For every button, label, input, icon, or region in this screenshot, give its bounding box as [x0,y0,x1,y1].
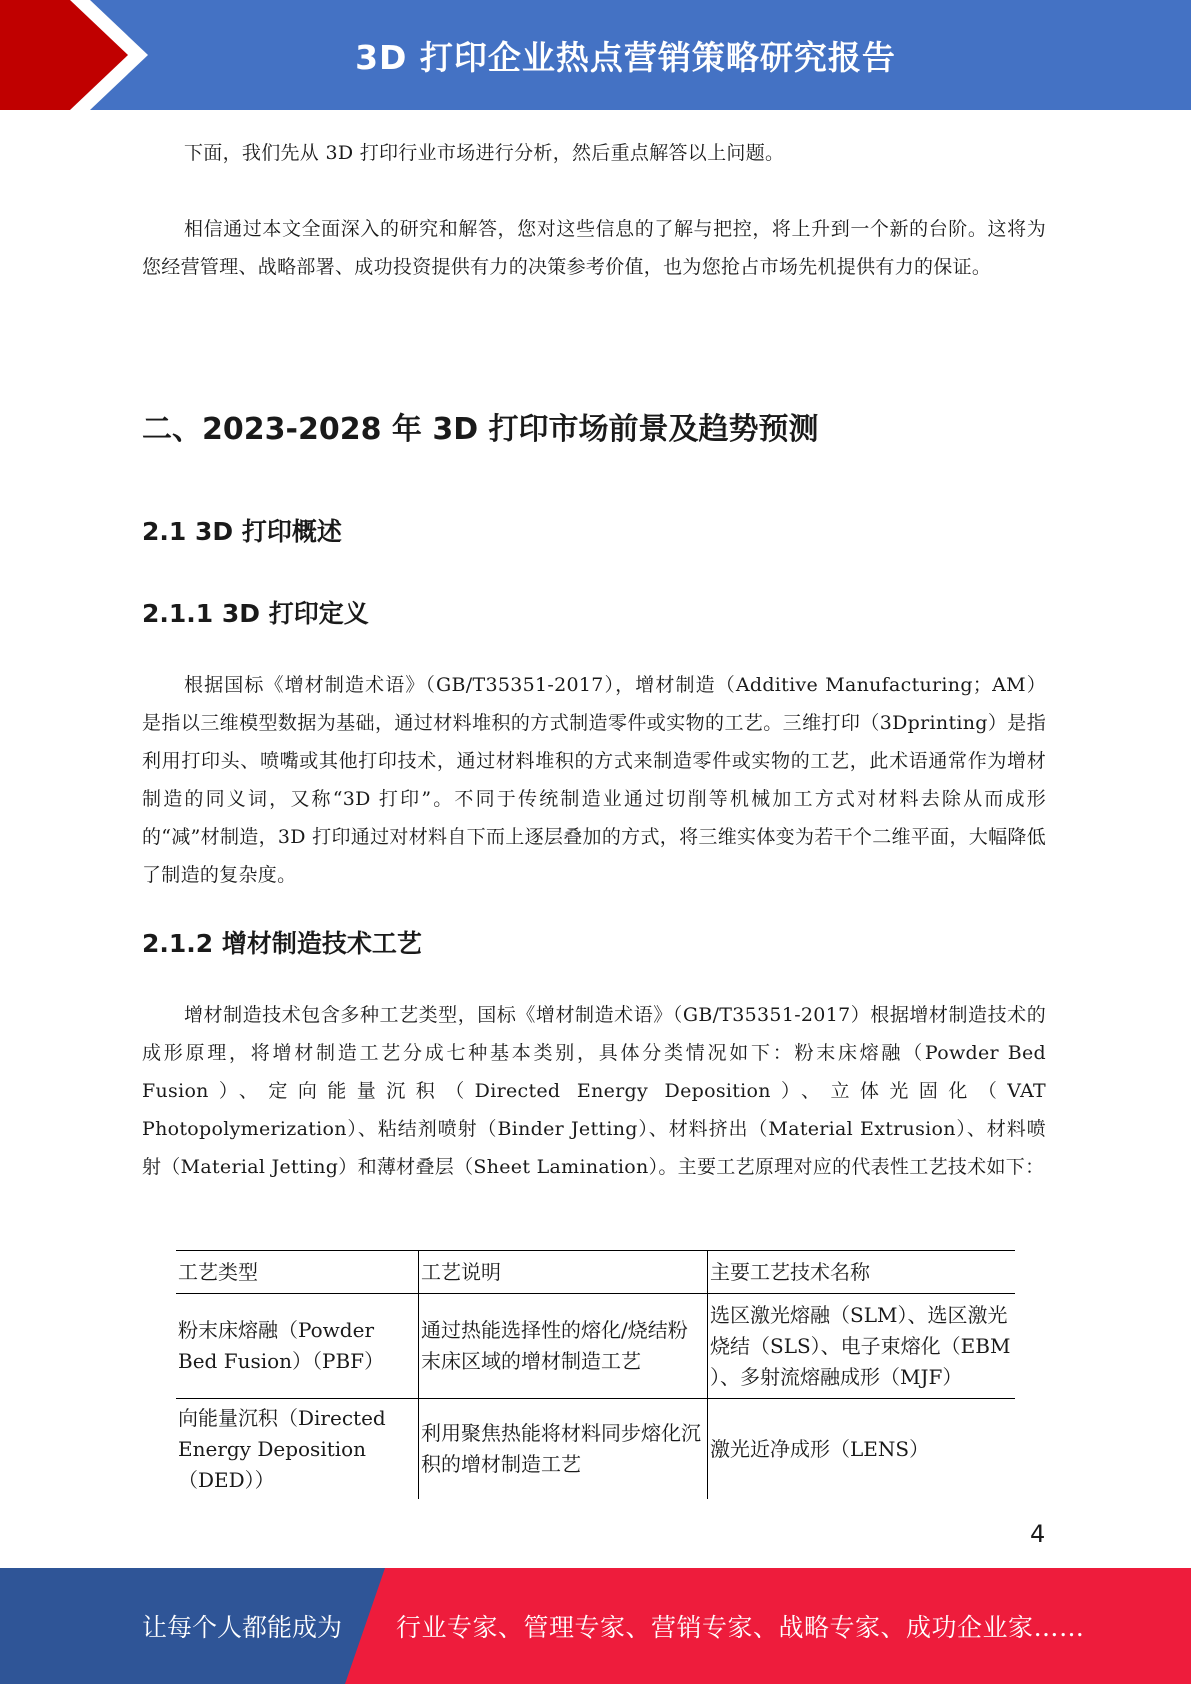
table-row [176,1294,1015,1399]
table-cell: 粉末床熔融（Powder Bed Fusion）（PBF） [176,1294,419,1399]
table-header-cell: 主要工艺技术名称 [708,1251,1016,1294]
table-header-row [176,1251,1015,1294]
table-cell: 向能量沉积（Directed Energy Deposition （DED）） [178,1405,386,1492]
table-row [176,1399,1015,1500]
section-2-1-1-title: 2.1.1 3D 打印定义 [142,599,369,628]
table-header-cell: 工艺说明 [419,1251,708,1294]
table-cell [708,1294,1016,1399]
process-table [176,1250,1015,1499]
section-2-1-title: 2.1 3D 打印概述 [142,517,342,546]
intro-paragraph-1: 下面，我们先从 3D 打印行业市场进行分析，然后重点解答以上问题。 [184,142,785,164]
definition-paragraph: 根据国标《增材制造术语》（GB/T35351-2017），增材制造（Additive Manufacturing；AM）是指以三维模型数据为基础，通过材料堆积的方式制造零件或实物的工艺。三维打印（3Dprinting）是指利用打印头、喷嘴或其他打印技术，通过材料堆积的方式来制造零件或实物的工艺，此术语通常作为增材制造的同义词，又称“3D 打印”。不同于传统制造业通过切削等机械加工方式对材料去除从而成形的“减”材制造，3D 打印通过对材料自下而上逐层叠加的方式，将三维实体变为若干个二维平面，大幅降低了制造的复杂度。 [142,674,1046,886]
table-cell: 激光近净成形（LENS） [708,1399,1016,1500]
header-banner [0,0,1191,110]
footer-slogan-left: 让每个人都能成为 [142,1613,343,1642]
intro-paragraph-2: 相信通过本文全面深入的研究和解答，您对这些信息的了解与把控，将上升到一个新的台阶。这将为您经营管理、战略部署、成功投资提供有力的决策参考价值，也为您抢占市场先机提供有力的保证。 [142,218,1046,278]
header-chevron-icon [0,0,160,110]
table-header-cell: 工艺类型 [176,1251,419,1294]
footer-banner [0,1568,1191,1684]
footer-slogan-right: 行业专家、管理专家、营销专家、战略专家、成功企业家…… [396,1613,1085,1642]
table-cell: 利用聚焦热能将材料同步熔化沉积的增材制造工艺 [419,1399,708,1500]
section-2-1-2-title: 2.1.2 增材制造技术工艺 [142,929,422,958]
table-cell: 通过热能选择性的熔化/烧结粉末床区域的增材制造工艺 [419,1294,708,1399]
report-title: 3D 打印企业热点营销策略研究报告 [355,37,896,77]
process-paragraph: 增材制造技术包含多种工艺类型，国标《增材制造术语》（GB/T35351-2017）根据增材制造技术的成形原理，将增材制造工艺分成七种基本类别，具体分类情况如下：粉末床熔融（Powder Bed Fusion）、定向能量沉积（Directed Energy Deposition）、立体光固化（VAT Photopolymerization）、粘结剂喷射（Binder Jetting）、材料挤出（Material Extrusion）、材料喷射（Material Jetting）和薄材叠层（Sheet Lamination）。主要工艺原理对应的代表性工艺技术如下： [142,1004,1046,1178]
page-number: 4 [1030,1520,1046,1548]
table-cell-text: 选区激光熔融（SLM）、选区激光烧结（SLS）、电子束熔化（EBM ）、多射流熔融成形（MJF） [710,1302,1011,1389]
section-2-title: 二、2023-2028 年 3D 打印市场前景及趋势预测 [142,412,819,447]
